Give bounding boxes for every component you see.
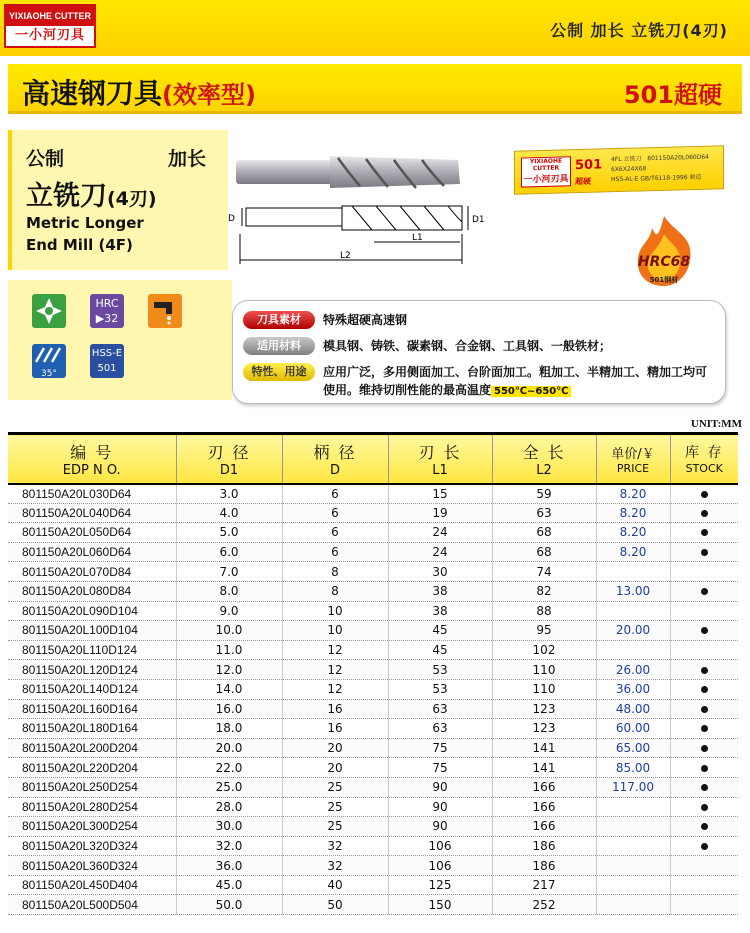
in-stock-dot [701,549,708,556]
stock-cell [670,758,738,778]
l2-cell: 141 [492,758,596,778]
stock-cell [670,640,738,660]
hrc-value: ▶32 [95,312,119,325]
max-temperature: 550℃~650℃ [491,386,571,397]
header-l2: 全 长 L2 [492,434,596,484]
property-text [323,363,715,401]
title-sub-text: (效率型) [162,81,256,109]
logo-chinese: 一小河刃具 [14,28,85,43]
package-logo-en: YIXIAOHE CUTTER [529,157,563,173]
d-cell: 10 [282,601,388,621]
hrc-badge-sub: 501钢材 [649,276,679,284]
label-d1: D1 [472,215,485,225]
table-header [8,434,738,484]
header-edp: 编 号 EDP N O. [8,434,176,484]
title-main-text: 高速钢刀具 [22,77,163,110]
d-cell: 20 [282,738,388,758]
d-cell: 6 [282,484,388,504]
helix-angle-icon [32,344,66,378]
d1-cell: 8.0 [176,581,282,601]
price-cell: 8.20 [596,503,670,523]
hardness-icon [90,294,124,328]
stock-cell [670,542,738,562]
d1-cell: 11.0 [176,640,282,660]
table-row [8,601,738,621]
table-row [8,719,738,739]
table-row [8,523,738,543]
stock-cell [670,581,738,601]
header-price: 单价/￥ PRICE [596,434,670,484]
table-row [8,562,738,582]
in-stock-dot [701,627,708,634]
edp-cell: 801150A20L220D204 [8,758,176,778]
table-row [8,660,738,680]
in-stock-dot [701,686,708,693]
d1-cell: 9.0 [176,601,282,621]
price-cell [596,895,670,915]
d-cell: 16 [282,719,388,739]
l2-cell: 63 [492,503,596,523]
l1-cell: 15 [388,484,492,504]
in-stock-dot [701,510,708,517]
edp-cell: 801150A20L070D84 [8,562,176,582]
package-logo-cn: 一小河刃具 [523,174,569,186]
title-bar [8,64,742,114]
property-label: 特性、用途 [243,363,315,381]
l1-cell: 150 [388,895,492,915]
package-logo [521,156,571,187]
l1-cell: 19 [388,503,492,523]
d1-cell: 30.0 [176,817,282,837]
price-cell [596,875,670,895]
table-row [8,836,738,856]
price-cell: 117.00 [596,777,670,797]
stock-cell [670,679,738,699]
d1-cell: 16.0 [176,699,282,719]
l1-cell: 75 [388,738,492,758]
d-cell: 25 [282,817,388,837]
header-l1: 刃 长 L1 [388,434,492,484]
l1-cell: 125 [388,875,492,895]
edp-cell: 801150A20L160D164 [8,699,176,719]
brand-logo [4,4,96,48]
feature-icons [8,280,232,400]
hss-label: HSS-E [91,348,123,359]
package-grade [575,157,602,188]
l2-cell: 95 [492,621,596,641]
d-cell: 6 [282,503,388,523]
property-usage-text: 应用广泛，多用侧面加工、台阶面加工。粗加工、半精加工、精加工均可使用。维持切削性能的最高温度 [323,365,708,397]
d1-cell: 14.0 [176,679,282,699]
stock-cell [670,484,738,504]
d-cell: 50 [282,895,388,915]
table-row [8,777,738,797]
edp-cell: 801150A20L450D404 [8,875,176,895]
stock-cell [670,836,738,856]
d1-cell: 20.0 [176,738,282,758]
stock-cell [670,777,738,797]
table-row [8,484,738,504]
table-row [8,581,738,601]
product-name-box [8,130,228,270]
page-title [22,72,256,112]
l2-cell: 186 [492,836,596,856]
l2-cell: 88 [492,601,596,621]
price-cell [596,817,670,837]
label-d: D [228,214,235,224]
package-grade-cn: 超硬 [575,176,591,187]
property-applicable [243,337,715,356]
table-row [8,699,738,719]
l2-cell: 166 [492,777,596,797]
d-cell: 40 [282,875,388,895]
d1-cell: 45.0 [176,875,282,895]
l2-cell: 68 [492,523,596,543]
d-cell: 20 [282,758,388,778]
table-row [8,817,738,837]
coolant-icon [148,294,182,328]
d1-cell: 7.0 [176,562,282,582]
l2-cell: 123 [492,719,596,739]
material-icon [90,344,124,378]
label-l2: L2 [340,251,351,261]
d1-cell: 5.0 [176,523,282,543]
l1-cell: 45 [388,640,492,660]
price-cell: 8.20 [596,542,670,562]
price-cell [596,640,670,660]
in-stock-dot [701,804,708,811]
edp-cell: 801150A20L050D64 [8,523,176,543]
label-l1: L1 [412,233,423,243]
in-stock-dot [701,745,708,752]
price-cell: 8.20 [596,523,670,543]
package-grade-num: 501 [575,157,603,174]
l2-cell: 110 [492,660,596,680]
edp-cell: 801150A20L060D64 [8,542,176,562]
l2-cell: 141 [492,738,596,758]
d-cell: 12 [282,660,388,680]
d1-cell: 3.0 [176,484,282,504]
price-cell: 48.00 [596,699,670,719]
stock-cell [670,601,738,621]
table-row [8,542,738,562]
price-cell [596,836,670,856]
d-cell: 32 [282,836,388,856]
price-cell: 36.00 [596,679,670,699]
d1-cell: 32.0 [176,836,282,856]
in-stock-dot [701,784,708,791]
price-cell: 60.00 [596,719,670,739]
in-stock-dot [701,529,708,536]
edp-cell: 801150A20L200D204 [8,738,176,758]
d1-cell: 18.0 [176,719,282,739]
l1-cell: 63 [388,719,492,739]
in-stock-dot [701,706,708,713]
price-cell [596,856,670,876]
d-cell: 25 [282,797,388,817]
edp-cell: 801150A20L080D84 [8,581,176,601]
unit-label: UNIT:MM [690,418,742,430]
price-cell [596,601,670,621]
product-longer: 加长 [167,148,206,170]
l1-cell: 45 [388,621,492,641]
end-mill-drawing [226,138,510,273]
l1-cell: 90 [388,817,492,837]
d1-cell: 28.0 [176,797,282,817]
l2-cell: 68 [492,542,596,562]
edp-cell: 801150A20L100D104 [8,621,176,641]
table-row [8,758,738,778]
stock-cell [670,738,738,758]
d-cell: 6 [282,542,388,562]
l1-cell: 90 [388,777,492,797]
table-row [8,679,738,699]
grade-badge: 501超硬 [623,81,722,109]
d1-cell: 25.0 [176,777,282,797]
edp-cell: 801150A20L030D64 [8,484,176,504]
stock-cell [670,719,738,739]
property-label: 适用材料 [243,337,315,355]
property-usage [243,363,715,401]
d1-cell: 36.0 [176,856,282,876]
l1-cell: 38 [388,601,492,621]
property-material [243,311,715,330]
stock-cell [670,523,738,543]
d1-cell: 4.0 [176,503,282,523]
price-cell: 65.00 [596,738,670,758]
in-stock-dot [701,667,708,674]
l1-cell: 75 [388,758,492,778]
package-label [611,153,709,186]
stock-cell [670,797,738,817]
price-cell: 8.20 [596,484,670,504]
header-d1: 刃 径 D1 [176,434,282,484]
stock-cell [670,503,738,523]
edp-cell: 801150A20L280D254 [8,797,176,817]
price-cell [596,562,670,582]
d1-cell: 6.0 [176,542,282,562]
l2-cell: 59 [492,484,596,504]
stock-cell [670,621,738,641]
l1-cell: 106 [388,856,492,876]
l2-cell: 166 [492,797,596,817]
edp-cell: 801150A20L120D124 [8,660,176,680]
l2-cell: 74 [492,562,596,582]
l1-cell: 63 [388,699,492,719]
d-cell: 25 [282,777,388,797]
stock-cell [670,660,738,680]
d-cell: 16 [282,699,388,719]
in-stock-dot [701,823,708,830]
in-stock-dot [701,765,708,772]
package-spec: 4FL 立铣刀 [611,155,642,164]
l1-cell: 24 [388,523,492,543]
stock-cell [670,699,738,719]
d1-cell: 10.0 [176,621,282,641]
category-label: 公制 加长 立铣刀(4刃) [550,21,728,40]
hrc-flame-badge [624,214,704,289]
d1-cell: 50.0 [176,895,282,915]
table-row [8,797,738,817]
l2-cell: 252 [492,895,596,915]
d-cell: 10 [282,621,388,641]
l2-cell: 110 [492,679,596,699]
package-size: 6X6X24X68 [611,165,647,174]
table-row [8,503,738,523]
property-text: 模具钢、铸铁、碳素钢、合金钢、工具钢、一般铁材； [323,339,612,353]
product-metric: 公制 [26,148,65,170]
l2-cell: 102 [492,640,596,660]
in-stock-dot [701,491,708,498]
product-english-1: Metric Longer [26,214,144,232]
properties-panel [232,300,726,404]
table-row [8,856,738,876]
property-text: 特殊超硬高速钢 [323,313,408,327]
in-stock-dot [701,588,708,595]
d-cell: 12 [282,679,388,699]
hrc-label: HRC [95,297,119,310]
header-stock: 库 存 STOCK [670,434,738,484]
product-line1 [26,144,206,171]
d1-cell: 12.0 [176,660,282,680]
price-cell [596,797,670,817]
l2-cell: 82 [492,581,596,601]
four-flute-icon [32,294,66,328]
l1-cell: 53 [388,660,492,680]
price-cell: 20.00 [596,621,670,641]
edp-cell: 801150A20L180D164 [8,719,176,739]
hrc-badge-text: HRC68 [637,254,691,270]
property-label: 刀具素材 [243,311,315,329]
stock-cell [670,875,738,895]
product-flutes: (4刃) [107,188,157,210]
l1-cell: 106 [388,836,492,856]
price-cell: 85.00 [596,758,670,778]
edp-cell: 801150A20L090D104 [8,601,176,621]
stock-cell [670,895,738,915]
l1-cell: 90 [388,797,492,817]
d-cell: 8 [282,562,388,582]
end-mill-diagram [240,206,468,264]
d1-cell: 22.0 [176,758,282,778]
l1-cell: 24 [388,542,492,562]
package-code: 801150A20L060D64 [647,153,709,163]
d-cell: 8 [282,581,388,601]
l2-cell: 186 [492,856,596,876]
edp-cell: 801150A20L360D324 [8,856,176,876]
end-mill-photo [236,156,460,188]
helix-angle-value: 35° [41,369,57,379]
product-type: 立铣刀 [26,181,107,212]
stock-cell [670,856,738,876]
table-row [8,738,738,758]
table-row [8,621,738,641]
price-cell: 26.00 [596,660,670,680]
d-cell: 32 [282,856,388,876]
product-english-2: End Mill (4F) [26,236,133,254]
hss-value: 501 [97,363,117,374]
edp-cell: 801150A20L320D324 [8,836,176,856]
edp-cell: 801150A20L500D504 [8,895,176,915]
stock-cell [670,817,738,837]
edp-cell: 801150A20L040D64 [8,503,176,523]
top-banner [0,0,750,56]
d-cell: 6 [282,523,388,543]
product-line2 [26,174,157,213]
l2-cell: 217 [492,875,596,895]
d-cell: 12 [282,640,388,660]
in-stock-dot [701,725,708,732]
l1-cell: 38 [388,581,492,601]
table-body [8,484,738,915]
price-cell: 13.00 [596,581,670,601]
package-std: HSS-AL-E GB/T6118-1996 制造 [611,173,702,184]
spec-table [8,432,738,915]
stock-cell [670,562,738,582]
l2-cell: 166 [492,817,596,837]
edp-cell: 801150A20L250D254 [8,777,176,797]
table-row [8,875,738,895]
table-row [8,895,738,915]
l2-cell: 123 [492,699,596,719]
in-stock-dot [701,843,708,850]
l1-cell: 53 [388,679,492,699]
edp-cell: 801150A20L110D124 [8,640,176,660]
header-d: 柄 径 D [282,434,388,484]
edp-cell: 801150A20L140D124 [8,679,176,699]
edp-cell: 801150A20L300D254 [8,817,176,837]
table-row [8,640,738,660]
product-package [514,145,724,194]
l1-cell: 30 [388,562,492,582]
logo-english: YIXIAOHE CUTTER [6,6,94,26]
